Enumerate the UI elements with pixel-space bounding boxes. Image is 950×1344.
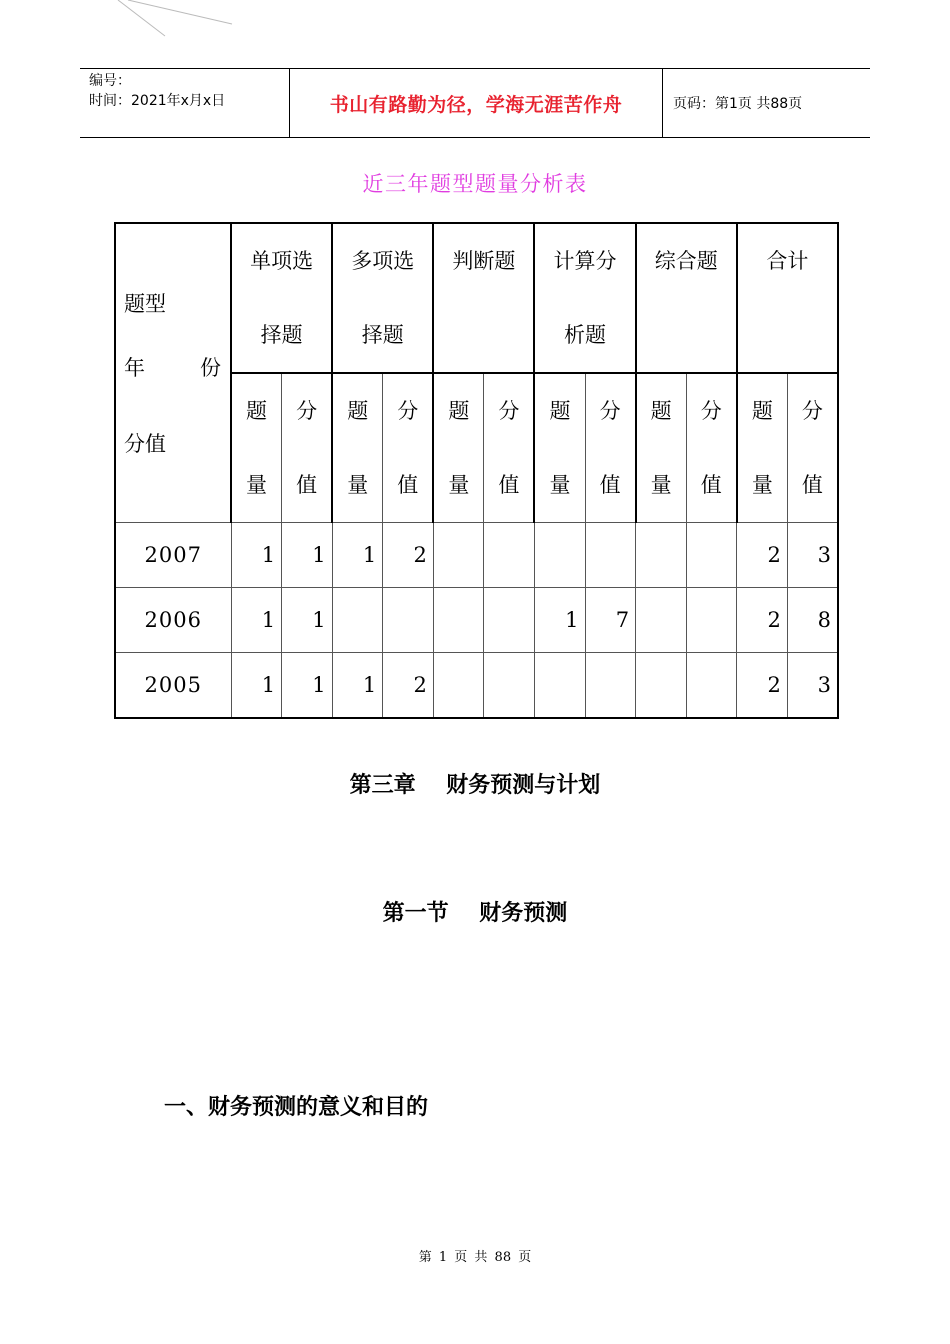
table-cell: 1: [231, 588, 282, 653]
table-cell: [636, 588, 687, 653]
table-cell: 1: [332, 523, 383, 588]
table-cell: [534, 653, 585, 718]
sub-header-score: 分 值: [686, 373, 737, 523]
category-single-choice: 单项选 择题: [231, 223, 332, 373]
table-cell: 1: [534, 588, 585, 653]
table-cell: [433, 523, 484, 588]
sub-header-count: 题 量: [737, 373, 788, 523]
table-cell: 2: [737, 653, 788, 718]
table-cell: 1: [231, 653, 282, 718]
table-cell: 1: [231, 523, 282, 588]
document-header: [80, 68, 870, 138]
time-label: 时间：2021年x月x日: [89, 93, 226, 109]
page-footer: 第 1 页 共 88 页: [418, 1250, 532, 1265]
sub-header-count: 题 量: [332, 373, 383, 523]
table-cell: 3: [787, 653, 838, 718]
table-cell: [484, 588, 535, 653]
number-label: 编号：: [89, 73, 131, 89]
table-row: [115, 588, 838, 653]
table-cell: 1: [332, 653, 383, 718]
sub-header-score: 分 值: [787, 373, 838, 523]
table-cell: 1: [282, 523, 333, 588]
corner-year-label-b: 份: [200, 356, 221, 380]
corner-year-label-a: 年: [124, 356, 145, 380]
category-true-false: 判断题: [433, 223, 534, 373]
section-heading: 第一节 财务预测: [382, 901, 568, 926]
table-cell: [433, 588, 484, 653]
table-cell: [484, 653, 535, 718]
table-cell: [686, 653, 737, 718]
sub-header-score: 分 值: [282, 373, 333, 523]
category-calculation: 计算分 析题: [534, 223, 635, 373]
table-cell: 3: [787, 523, 838, 588]
sub-header-count: 题 量: [636, 373, 687, 523]
sub-header-count: 题 量: [534, 373, 585, 523]
category-comprehensive: 综合题: [636, 223, 737, 373]
table-cell: [585, 653, 636, 718]
table-title: 近三年题型题量分析表: [362, 172, 588, 196]
question-analysis-table: [114, 222, 839, 719]
table-cell: [433, 653, 484, 718]
table-cell: [636, 653, 687, 718]
table-cell: 1: [282, 588, 333, 653]
corner-score-label: 分值: [124, 432, 166, 456]
row-year: 2005: [115, 653, 231, 718]
sub-header-score: 分 值: [484, 373, 535, 523]
header-page-info: 页码：第1页 共88页: [673, 96, 803, 112]
row-year: 2006: [115, 588, 231, 653]
table-cell: 7: [585, 588, 636, 653]
subsection-heading: 一、财务预测的意义和目的: [164, 1095, 429, 1120]
table-cell: [686, 588, 737, 653]
table-cell: [383, 588, 434, 653]
table-cell: [686, 523, 737, 588]
category-header-row: [115, 223, 838, 373]
table-cell: [585, 523, 636, 588]
corner-fold-lines: [0, 0, 240, 40]
category-multiple-choice: 多项选 择题: [332, 223, 433, 373]
table-cell: 2: [383, 653, 434, 718]
table-row: [115, 523, 838, 588]
corner-header-cell: [115, 223, 231, 523]
table-cell: [332, 588, 383, 653]
table-cell: 1: [282, 653, 333, 718]
table-cell: [484, 523, 535, 588]
table-cell: [534, 523, 585, 588]
sub-header-score: 分 值: [383, 373, 434, 523]
row-year: 2007: [115, 523, 231, 588]
table-cell: 8: [787, 588, 838, 653]
sub-header-count: 题 量: [433, 373, 484, 523]
table-cell: 2: [383, 523, 434, 588]
table-row: [115, 653, 838, 718]
table-cell: [636, 523, 687, 588]
table-cell: 2: [737, 588, 788, 653]
corner-type-label: 题型: [124, 292, 166, 316]
category-total: 合计: [737, 223, 838, 373]
table-cell: 2: [737, 523, 788, 588]
sub-header-count: 题 量: [231, 373, 282, 523]
chapter-heading: 第三章 财务预测与计划: [349, 773, 601, 798]
sub-header-score: 分 值: [585, 373, 636, 523]
header-meta: [80, 69, 289, 137]
header-motto: 书山有路勤为径，学海无涯苦作舟: [289, 69, 663, 137]
